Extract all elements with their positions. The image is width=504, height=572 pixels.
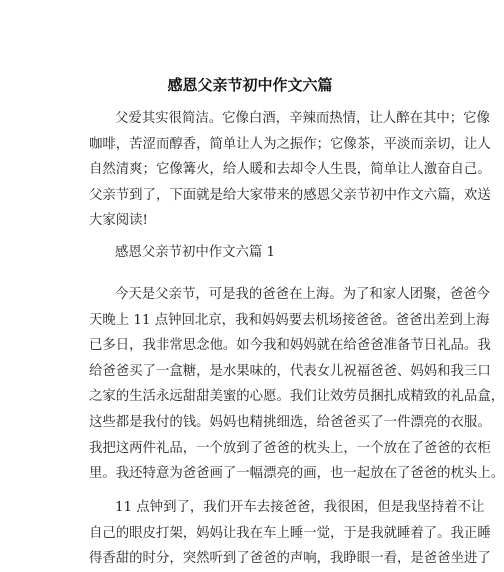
text-line: 里。我还特意为爸爸画了一幅漂亮的画，也一起放在了爸爸的枕头上。 — [89, 466, 504, 482]
text-line: 自己的眼皮打架，妈妈让我在车上睡一觉，于是我就睡着了。我正睡 — [89, 525, 491, 541]
text-line: 自然清爽；它像篝火，给人暖和去却令人生畏，简单让人激奋自己。 — [89, 162, 491, 178]
text-line: 父爱其实很简洁。它像白酒，辛辣而热情，让人醉在其中；它像 — [115, 111, 490, 126]
text-line: 这些都是我付的钱。妈妈也精挑细选，给爸爸买了一件漂亮的衣服。 — [89, 414, 491, 430]
text-line: 已多日，我非常思念他。如今我和妈妈就在给爸爸准备节日礼品。我 — [89, 338, 491, 354]
section-heading — [89, 240, 461, 266]
text-line: 大家阅读! — [89, 213, 148, 229]
section-heading-text: 感恩父亲节初中作文六篇 1 — [115, 245, 276, 260]
text-line: 今天是父亲节，可是我的爸爸在上海。为了和家人团聚，爸爸今 — [115, 287, 490, 302]
text-line: 父亲节到了，下面就是给大家带来的感恩父亲节初中作文六篇，欢送 — [89, 187, 491, 203]
body-paragraph — [89, 282, 504, 487]
text-line: 11 点钟到了，我们开车去接爸爸，我很困，但是我坚持着不让 — [115, 500, 485, 515]
text-line: 天晚上 11 点钟回北京，我和妈妈要去机场接爸爸。爸爸出差到上海 — [89, 312, 490, 328]
text-line: 给爸爸买了一盒糖，是水果味的，代表女儿祝福爸爸、妈妈和我三口 — [89, 363, 491, 379]
body-paragraph — [89, 495, 491, 572]
text-line: 咖啡，苦涩而醇香，简单让人为之振作；它像茶，平淡而亲切，让人 — [89, 136, 491, 152]
text-line: 得香甜的时分，突然听到了爸爸的声响，我睁眼一看，是爸爸坐进了 — [89, 551, 491, 567]
document-title: 感恩父亲节初中作文六篇 — [167, 76, 333, 94]
text-line: 我把这两件礼品，一个放到了爸爸的枕头上，一个放在了爸爸的衣柜 — [89, 440, 491, 456]
text-line: 之家的生活永远甜甜美蜜的心愿。我们让效劳员捆扎成精致的礼品盒， — [89, 389, 504, 405]
intro-paragraph — [89, 106, 491, 234]
